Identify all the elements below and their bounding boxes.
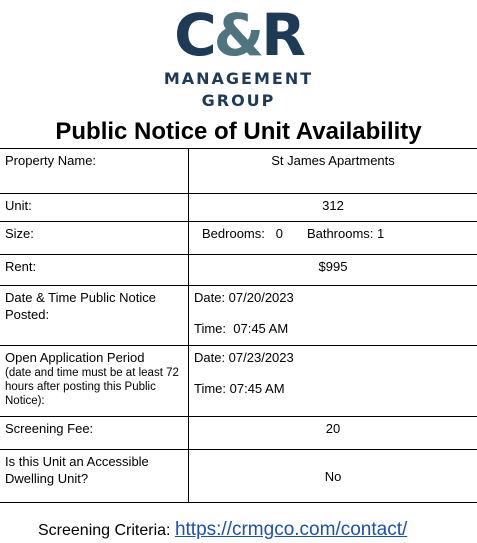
- property-value: St James Apartments: [189, 149, 477, 194]
- posted-value: [189, 286, 477, 346]
- logo-letter-r: R: [261, 1, 303, 69]
- application-date: Date: 07/23/2023: [194, 350, 294, 365]
- rent-value: $995: [189, 255, 477, 286]
- bedrooms-value: Bedrooms: 0: [202, 226, 283, 241]
- property-label: Property Name:: [0, 149, 189, 194]
- application-label-cell: [0, 346, 189, 417]
- unit-label: Unit:: [0, 194, 189, 222]
- fee-label: Screening Fee:: [0, 417, 189, 450]
- page-title: Public Notice of Unit Availability: [0, 116, 477, 148]
- bathrooms-value: Bathrooms: 1: [307, 226, 384, 241]
- fee-value: 20: [189, 417, 477, 450]
- application-label: Open Application Period: [5, 349, 183, 366]
- application-note: (date and time must be at least 72 hours after posting this Public Notice):: [5, 366, 183, 408]
- application-value: [189, 346, 477, 417]
- application-time: Time: 07:45 AM: [194, 381, 285, 396]
- row-application: [0, 346, 477, 417]
- row-size: [0, 222, 477, 255]
- company-logo: [0, 0, 477, 112]
- rent-label: Rent:: [0, 255, 189, 286]
- screening-criteria-label: Screening Criteria:: [38, 522, 171, 539]
- posted-label: Date & Time Public Notice Posted:: [0, 286, 189, 346]
- row-rent: [0, 255, 477, 286]
- row-accessible: [0, 450, 477, 503]
- availability-table: [0, 148, 477, 503]
- row-fee: [0, 417, 477, 450]
- logo-wordmark: [0, 2, 477, 68]
- accessible-value: [189, 450, 477, 503]
- size-value: [189, 222, 477, 255]
- logo-group-text: GROUP: [0, 91, 477, 110]
- row-posted: [0, 286, 477, 346]
- posted-time: Time: 07:45 AM: [194, 321, 288, 336]
- accessible-answer: No: [325, 469, 342, 484]
- logo-ampersand: &: [214, 1, 262, 69]
- row-property: [0, 149, 477, 194]
- logo-letter-c: C: [174, 1, 214, 69]
- row-unit: [0, 194, 477, 222]
- logo-management-text: MANAGEMENT: [0, 69, 477, 88]
- accessible-label: Is this Unit an Accessible Dwelling Unit?: [0, 450, 189, 503]
- screening-criteria: [38, 518, 407, 543]
- screening-criteria-link[interactable]: https://crmgco.com/contact/: [175, 519, 407, 540]
- unit-value: 312: [189, 194, 477, 222]
- posted-date: Date: 07/20/2023: [194, 290, 294, 305]
- size-label: Size:: [0, 222, 189, 255]
